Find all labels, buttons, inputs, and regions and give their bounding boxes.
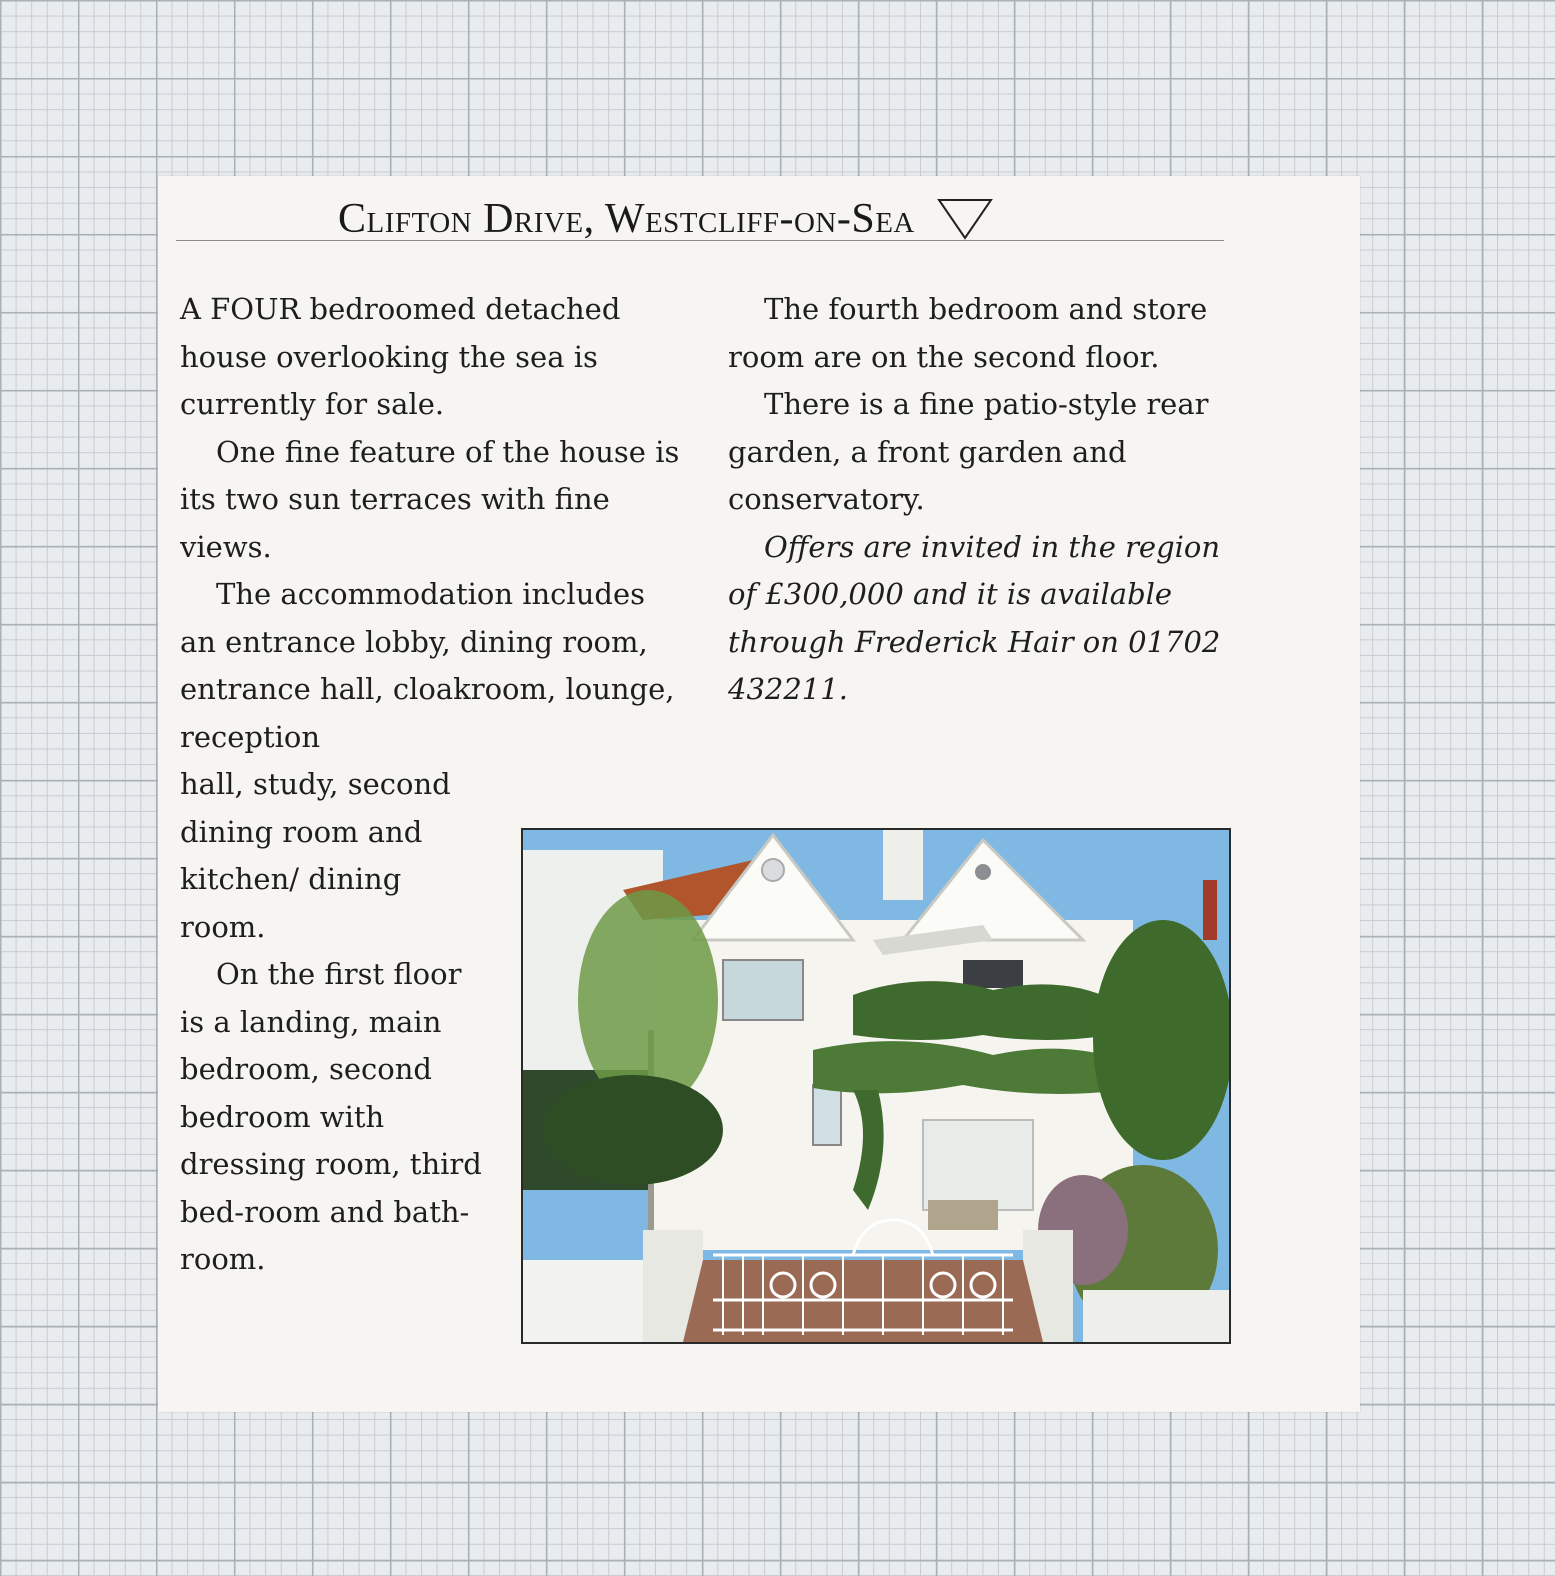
house-photo [521,828,1231,1344]
left-column-bottom [180,761,490,1284]
triangle-down-icon [937,197,993,241]
paragraph-garden: There is a fine patio-style rear garden, a front garden and conservatory. [728,387,1209,516]
paragraph-terraces: One fine feature of the house is its two sun terraces with fine views. [180,434,680,564]
left-column-top [180,286,680,761]
right-column [728,286,1238,714]
paragraph-intro: A FOUR bedroomed detached house overlooking the sea is currently for sale. [180,292,621,421]
headline-text: Clifton Drive, Westcliff-on-Sea [338,196,915,242]
paragraph-first-floor: On the first floor is a landing, main bedroom, second bedroom with dressing room, third bed-room and bath-room. [180,957,482,1276]
paragraph-accommodation-cont: hall, study, second dining room and kitchen/ dining room. [180,767,451,944]
paragraph-accommodation: The accommodation includes an entrance lobby, dining room, entrance hall, cloakroom, lounge, reception [180,577,675,754]
paragraph-second-floor: The fourth bedroom and store room are on the second floor. [728,292,1208,374]
paragraph-offer: Offers are invited in the region of £300,000 and it is available through Frederick Hair on 01702 432211. [728,529,1221,706]
newspaper-clipping [158,176,1360,1412]
headline-rule [176,240,1224,241]
